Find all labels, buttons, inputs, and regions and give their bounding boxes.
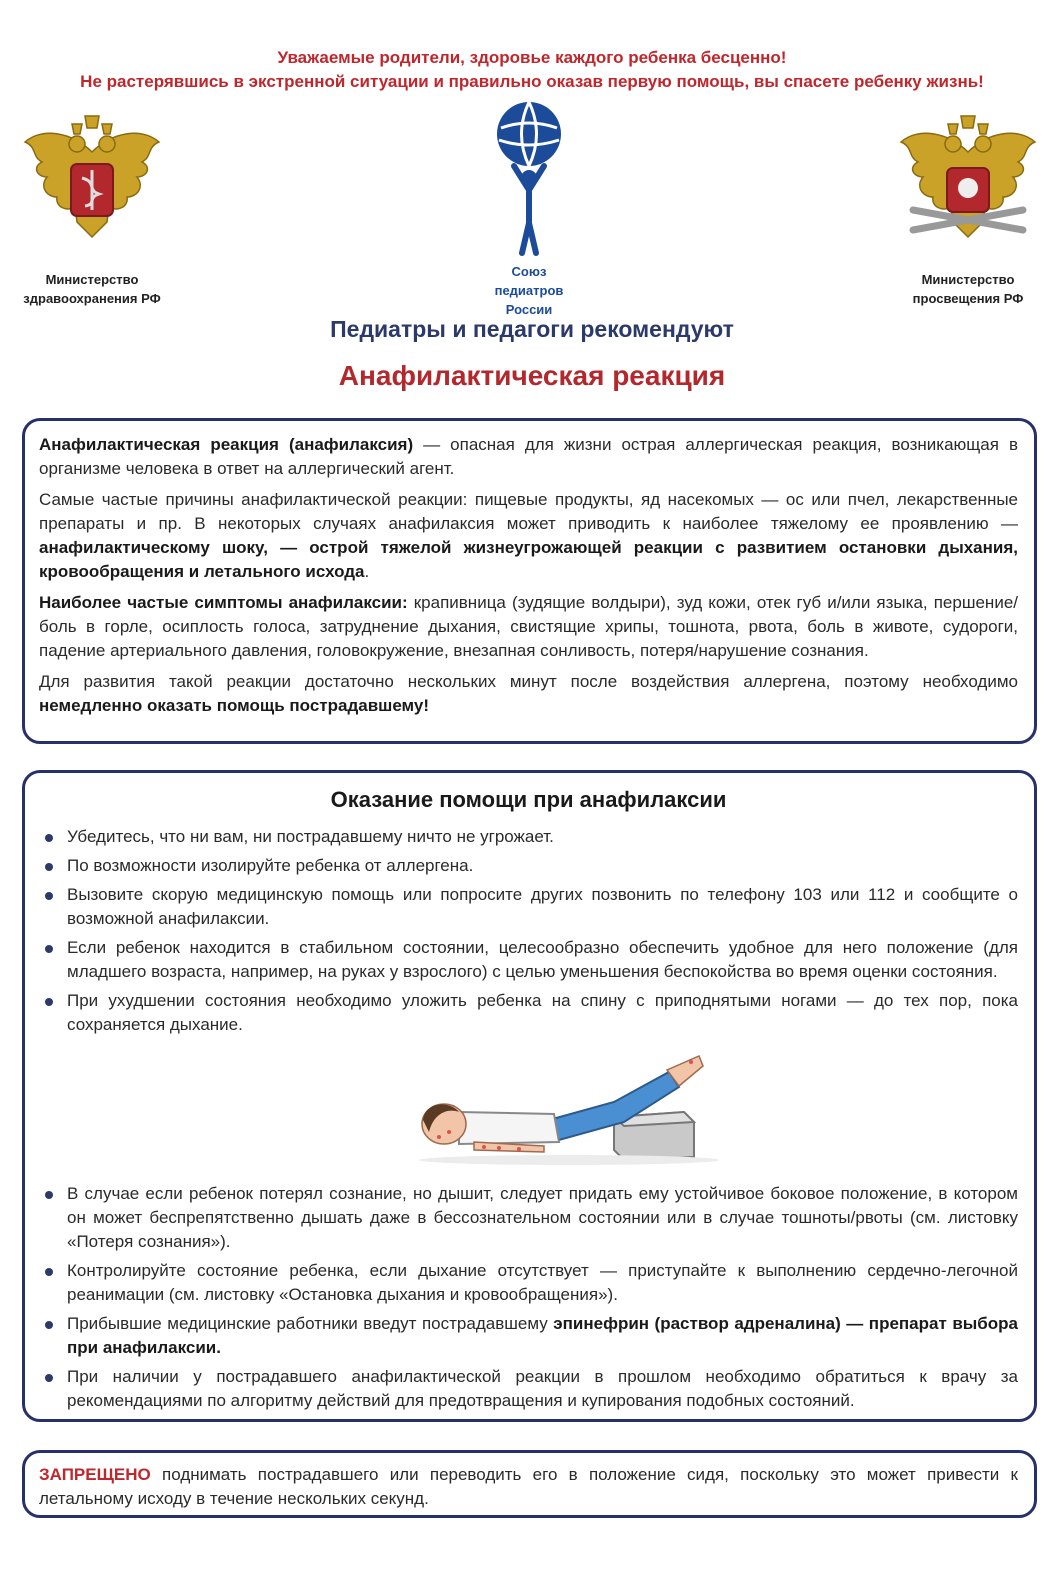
logo-center-line1: Союз xyxy=(511,264,547,279)
logo-union-pediatricians xyxy=(474,98,584,319)
bullet-icon xyxy=(45,1374,53,1382)
header-line-2: Не растерявшись в экстренной ситуации и правильно оказав первую помощь, вы спасете ребенку жизнь! xyxy=(80,72,984,91)
globe-figure-icon xyxy=(484,98,574,258)
list-item-text: Контролируйте состояние ребенка, если дыхание отсутствует — приступайте к выполнению сердечно-легочной реанимации (см. листовку «Остановка дыхания и кровообращения»). xyxy=(67,1261,1018,1304)
first-aid-title: Оказание помощи при анафилаксии xyxy=(330,787,727,812)
first-aid-list-top xyxy=(39,825,1018,1037)
list-item xyxy=(39,1182,1018,1254)
list-item-text: По возможности изолируйте ребенка от аллергена. xyxy=(67,856,474,875)
list-item xyxy=(39,936,1018,984)
symptoms-heading: Наиболее частые симптомы анафилаксии: xyxy=(39,593,408,612)
logo-center-line3: России xyxy=(505,302,553,317)
bullet-icon xyxy=(45,998,53,1006)
logo-right-line1: Министерство xyxy=(921,272,1015,287)
warning-text: поднимать пострадавшего или переводить его в положение сидя, поскольку это может привести к летальному исходу в течение нескольких секунд. xyxy=(39,1465,1018,1508)
causes-end: . xyxy=(364,562,370,581)
first-aid-box xyxy=(22,770,1037,1422)
warning-box xyxy=(22,1450,1037,1518)
causes-text: Самые частые причины анафилактической реакции: пищевые продукты, яд насекомых — ос или пчел, лекарственные препараты и пр. В некоторых случаях анафилаксия может приводить к наиболее тяжелому ее проявлению — xyxy=(39,490,1018,533)
list-item xyxy=(39,825,1018,849)
definition-paragraph xyxy=(39,433,1018,481)
warning-paragraph xyxy=(39,1463,1018,1511)
logo-ministry-education xyxy=(888,112,1048,308)
list-item-text: Вызовите скорую медицинскую помощь или попросите других позвонить по телефону 103 или 112 и сообщите о возможной анафилаксии. xyxy=(67,885,1018,928)
list-item-text: Убедитесь, что ни вам, ни пострадавшему ничто не угрожает. xyxy=(67,827,554,846)
urgency-bold: немедленно оказать помощь пострадавшему! xyxy=(39,696,430,715)
definition-box xyxy=(22,418,1037,744)
double-headed-eagle-icon xyxy=(17,112,167,262)
list-item xyxy=(39,1365,1018,1413)
symptoms-text: крапивница (зудящие волдыри), зуд кожи, отек губ и/или языка, першение/боль в горле, осиплость голоса, затруднение дыхания, свистящие хрипы, тошнота, рвота, боль в животе, судороги, падение артериального давления, головокружение, внезапная сонливость, потеря/нарушение сознания. xyxy=(39,593,1018,660)
list-item xyxy=(39,854,1018,878)
list-item-text: Если ребенок находится в стабильном состоянии, целесообразно обеспечить удобное для него положение (для младшего возраста, например, на руках у взрослого) с целью уменьшения беспокойства во время оценки состояния. xyxy=(67,938,1018,981)
bullet-icon xyxy=(45,892,53,900)
header-message xyxy=(0,46,1064,94)
logo-ministry-health xyxy=(12,112,172,308)
epinephrine-text: Прибывшие медицинские работники введут пострадавшему xyxy=(67,1314,554,1333)
definition-text: — опасная для жизни острая аллергическая реакция, возникающая в организме человека в ответ на аллергический агент. xyxy=(39,435,1018,478)
logo-center-line2: педиатров xyxy=(494,283,564,298)
double-headed-eagle-icon xyxy=(893,112,1043,262)
bullet-icon xyxy=(45,1191,53,1199)
bullet-icon xyxy=(45,863,53,871)
list-item-text: В случае если ребенок потерял сознание, но дышит, следует придать ему устойчивое боковое положение, в котором он может беспрепятственно дышать даже в бессознательном состоянии или в случае тошноты/рвоты (см. листовку «Потеря сознания»). xyxy=(67,1184,1018,1251)
warning-label: ЗАПРЕЩЕНО xyxy=(39,1465,151,1484)
first-aid-list-bottom xyxy=(39,1182,1018,1413)
page-title: Анафилактическая реакция xyxy=(338,360,726,391)
causes-paragraph xyxy=(39,488,1018,584)
list-item xyxy=(39,1312,1018,1360)
causes-bold: анафилактическому шоку, — острой тяжелой жизнеугрожающей реакции с развитием остановки дыхания, кровообращения и летального исхода xyxy=(39,538,1018,581)
urgency-text: Для развития такой реакции достаточно нескольких минут после воздействия аллергена, поэтому необходимо xyxy=(39,672,1018,691)
urgency-paragraph xyxy=(39,670,1018,718)
list-item-text: При наличии у пострадавшего анафилактической реакции в прошлом необходимо обратиться к врачу за рекомендациями по алгоритму действий для предотвращения и купирования подобных состояний. xyxy=(67,1367,1018,1410)
lying-child-illustration xyxy=(399,1042,729,1167)
bullet-icon xyxy=(45,1268,53,1276)
bullet-icon xyxy=(45,945,53,953)
epinephrine-bold: эпинефрин (раствор адреналина) — препарат выбора при анафилаксии. xyxy=(67,1314,1019,1357)
list-item xyxy=(39,989,1018,1037)
list-item xyxy=(39,883,1018,931)
subtitle: Педиатры и педагоги рекомендуют xyxy=(330,316,734,342)
symptoms-paragraph xyxy=(39,591,1018,663)
logo-left-line2: здравоохранения РФ xyxy=(23,291,161,306)
bullet-icon xyxy=(45,1321,53,1329)
legs-raised-illustration xyxy=(39,1042,1018,1172)
bullet-icon xyxy=(45,834,53,842)
header-line-1: Уважаемые родители, здоровье каждого ребенка бесценно! xyxy=(277,48,787,67)
logo-left-line1: Министерство xyxy=(45,272,139,287)
logo-right-line2: просвещения РФ xyxy=(912,291,1024,306)
list-item xyxy=(39,1259,1018,1307)
list-item-text: При ухудшении состояния необходимо уложить ребенка на спину с приподнятыми ногами — до тех пор, пока сохраняется дыхание. xyxy=(67,991,1018,1034)
definition-term: Анафилактическая реакция (анафилаксия) xyxy=(39,435,414,454)
